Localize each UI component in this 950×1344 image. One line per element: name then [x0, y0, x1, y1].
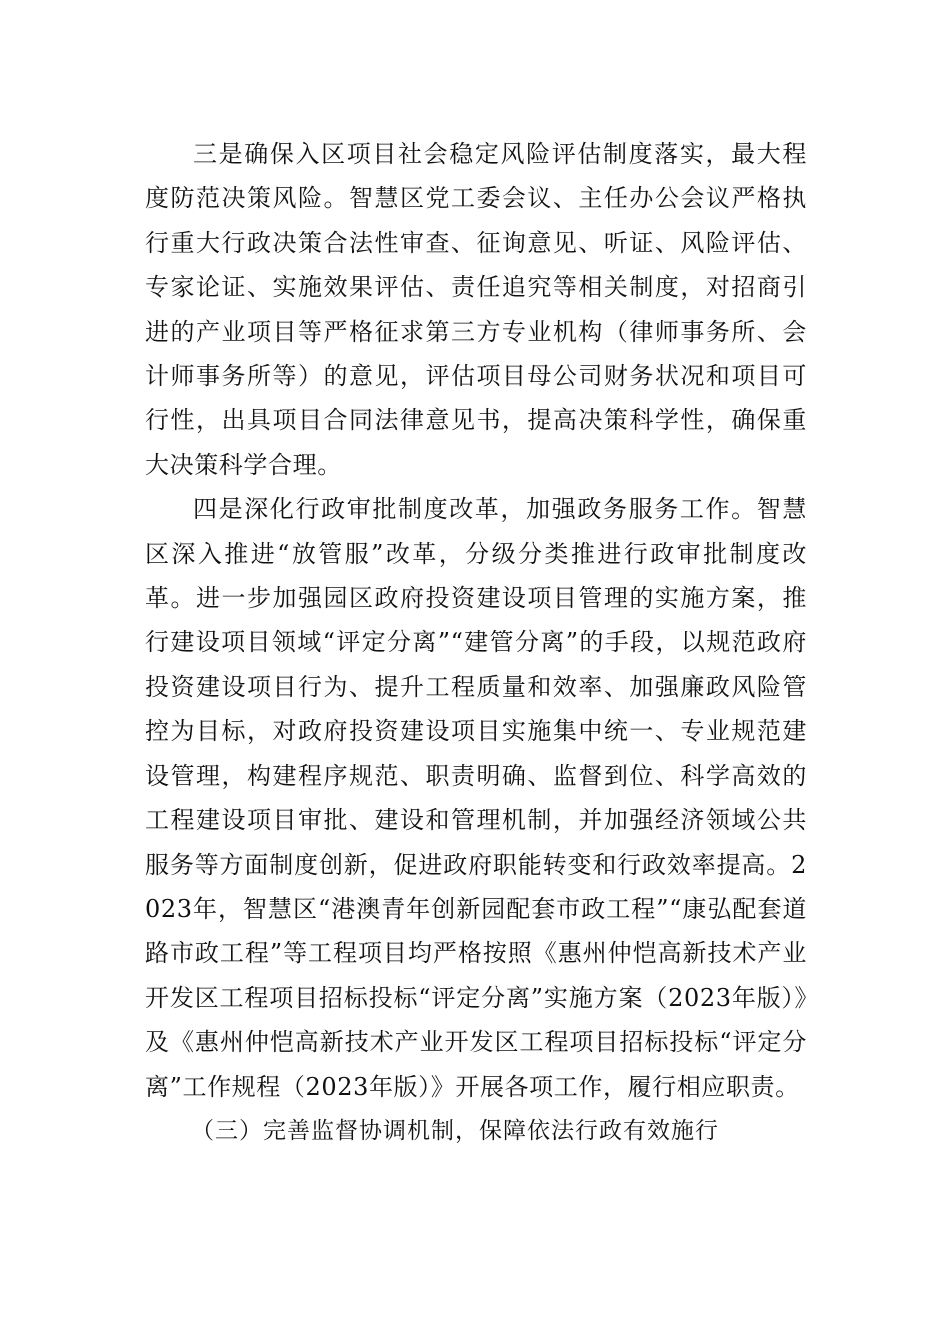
section-heading: （三）完善监督协调机制，保障依法行政有效施行	[191, 1117, 719, 1144]
paragraph-risk-assessment: 三是确保入区项目社会稳定风险评估制度落实，最大程度防范决策风险。智慧区党工委会议、主任办公会议严格执行重大行政决策合法性审查、征询意见、听证、风险评估、专家论证、实施效果评估、责任追究等相关制度，对招商引进的产业项目等严格征求第三方专业机构（律师事务所、会计师事务所等）的意见，评估项目母公司财务状况和项目可行性，出具项目合同法律意见书，提高决策科学性，确保重大决策科学合理。	[145, 140, 807, 479]
document-body	[145, 132, 807, 1153]
paragraph-administrative-approval-reform: 四是深化行政审批制度改革，加强政务服务工作。智慧区深入推进“放管服”改革，分级分类推进行政审批制度改革。进一步加强园区政府投资建设项目管理的实施方案，推行建设项目领域“评定分离”“建管分离”的手段，以规范政府投资建设项目行为、提升工程质量和效率、加强廉政风险管控为目标，对政府投资建设项目实施集中统一、专业规范建设管理，构建程序规范、职责明确、监督到位、科学高效的工程建设项目审批、建设和管理机制，并加强经济领域公共服务等方面制度创新，促进政府职能转变和行政效率提高。2023年，智慧区“港澳青年创新园配套市政工程”“康弘配套道路市政工程”等工程项目均严格按照《惠州仲恺高新技术产业开发区工程项目招标投标“评定分离”实施方案（2023年版）》及《惠州仲恺高新技术产业开发区工程项目招标投标“评定分离”工作规程（2023年版）》开展各项工作，履行相应职责。	[145, 495, 807, 1101]
